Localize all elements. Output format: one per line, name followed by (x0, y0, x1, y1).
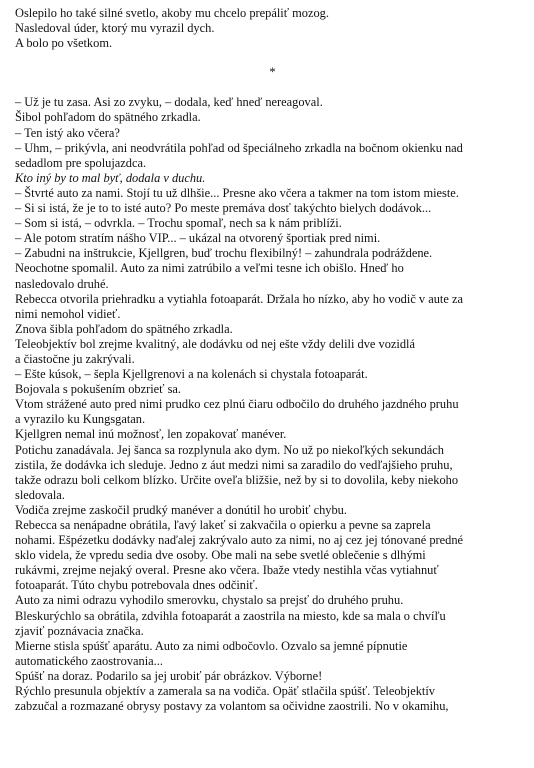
body-text (15, 95, 530, 714)
text-line: – Zabudni na inštrukcie, Kjellgren, buď trochu flexibilný! – zahundrala podráždene. (15, 246, 433, 261)
text-line: – Ešte kúsok, – šepla Kjellgrenovi a na kolenách si chystala fotoaparát. (15, 367, 368, 382)
text-line: – Už je tu zasa. Asi zo zvyku, – dodala, keď hneď nereagoval. (15, 95, 323, 110)
text-line: a čiastočne ju zakrývali. (15, 351, 135, 366)
text-line: – Ten istý ako včera? (15, 125, 120, 140)
text-line: Nasledoval úder, ktorý mu vyrazil dych. (15, 21, 215, 36)
text-line: Auto za nimi odrazu vyhodilo smerovku, chystalo sa prejsť do druhého pruhu. (15, 593, 404, 608)
text-line: – Ale potom stratím nášho VIP... – ukázal na otvorený športiak pred nimi. (15, 231, 381, 246)
text-line: sklo videla, že vpredu sedia dve osoby. Obe mali na sebe svetlé oblečenie s dlhými (15, 548, 426, 563)
text-line: Vodiča zrejme zaskočil prudký manéver a donútil ho urobiť chybu. (15, 502, 347, 517)
text-line: Rýchlo presunula objektív a zamerala sa na vodiča. Opäť stlačila spúšť. Teleobjektív (15, 684, 435, 699)
section-separator: * (269, 65, 276, 80)
text-line: – Štvrté auto za nami. Stojí tu už dlhšie... Presne ako včera a takmer na tom istom mieste. (15, 185, 459, 200)
text-line: Potichu zanadávala. Jej šanca sa rozplynula ako dym. No už po niekoľkých sekundách (15, 442, 444, 457)
text-line: nimi nemohol vidieť. (15, 306, 121, 321)
text-line: nasledovalo druhé. (15, 276, 109, 291)
text-line: Mierne stisla spúšť aparátu. Auto za nimi odbočovlo. Ozvalo sa jemné pípnutie (15, 638, 408, 653)
text-line: Bleskurýchlo sa obrátila, zdvihla fotoaparát a zaostrila na miesto, kde sa mala o chvíľu (15, 608, 446, 623)
text-line: fotoaparát. Túto chybu potrebovala dnes odčiniť. (15, 578, 258, 593)
text-line: Vtom strážené auto pred nimi prudko cez plnú čiaru odbočilo do druhého jazdného pruhu (15, 397, 459, 412)
text-line: Znova šibla pohľadom do spätného zrkadla. (15, 321, 233, 336)
text-line: Spúšť na doraz. Podarilo sa jej urobiť pár obrázkov. Výborne! (15, 668, 323, 683)
text-line: zjaviť poznávacia značka. (15, 623, 144, 638)
intro-paragraph (15, 6, 530, 51)
text-line-italic: Kto iný by to mal byť, dodala v duchu. (15, 170, 206, 185)
text-line: Teleobjektív bol zrejme kvalitný, ale dodávku od nej ešte vždy delili dve vozidlá (15, 336, 415, 351)
text-line: A bolo po všetkom. (15, 36, 113, 51)
text-line: Rebecca otvorila priehradku a vytiahla fotoaparát. Držala ho nízko, aby ho vodič v aute za (15, 291, 463, 306)
text-line: takže odrazu boli celkom blízko. Určite oveľa bližšie, než by si to dovolila, keby niekoho (15, 472, 459, 487)
text-line: zistila, že dodávka ich sleduje. Jedno z áut medzi nimi sa zaradilo do vedľajšieho pruhu, (15, 457, 453, 472)
text-line: automatického zaostrovania... (15, 653, 163, 668)
text-line: Rebecca sa nenápadne obrátila, ľavý lakeť si zakvačila o opierku a pevne sa zaprela (15, 518, 431, 532)
text-line: sedadlom pre spolujazdca. (15, 155, 147, 170)
text-line: – Uhm, – prikývla, ani neodvrátila pohľad od špeciálneho zrkadla na bočnom okienku nad (15, 140, 463, 155)
text-line: Kjellgren nemal inú možnosť, len zopakovať manéver. (15, 427, 287, 442)
text-line: – Som si istá, – odvrkla. – Trochu spomaľ, nech sa k nám priblíži. (15, 216, 342, 231)
text-line: – Si si istá, že je to to isté auto? Po meste premáva dosť takýchto bielych dodávok... (15, 201, 432, 216)
text-line: Neochotne spomalil. Auto za nimi zatrúbilo a veľmi tesne ich obišlo. Hneď ho (15, 261, 404, 276)
text-line: a vyrazilo ku Kungsgatan. (15, 412, 146, 427)
text-line: Bojovala s pokušením obzrieť sa. (15, 382, 181, 397)
text-line: rukávmi, zrejme nejaký overal. Presne ako včera. Ibaže vtedy nestihla včas vytiahnuť (15, 563, 439, 578)
text-line: Šibol pohľadom do spätného zrkadla. (15, 110, 201, 125)
text-line: sledovala. (15, 487, 65, 502)
text-line: Oslepilo ho také silné svetlo, akoby mu chcelo prepáliť mozog. (15, 6, 329, 20)
text-line: zabzučal a rozmazané obrysy postavy za volantom sa očividne zaostrili. No v okamihu, (15, 699, 449, 714)
text-line: nohami. Ešpézetku dodávky naďalej zakrývalo auto za nimi, no aj cez jej tónované predné (15, 533, 464, 548)
